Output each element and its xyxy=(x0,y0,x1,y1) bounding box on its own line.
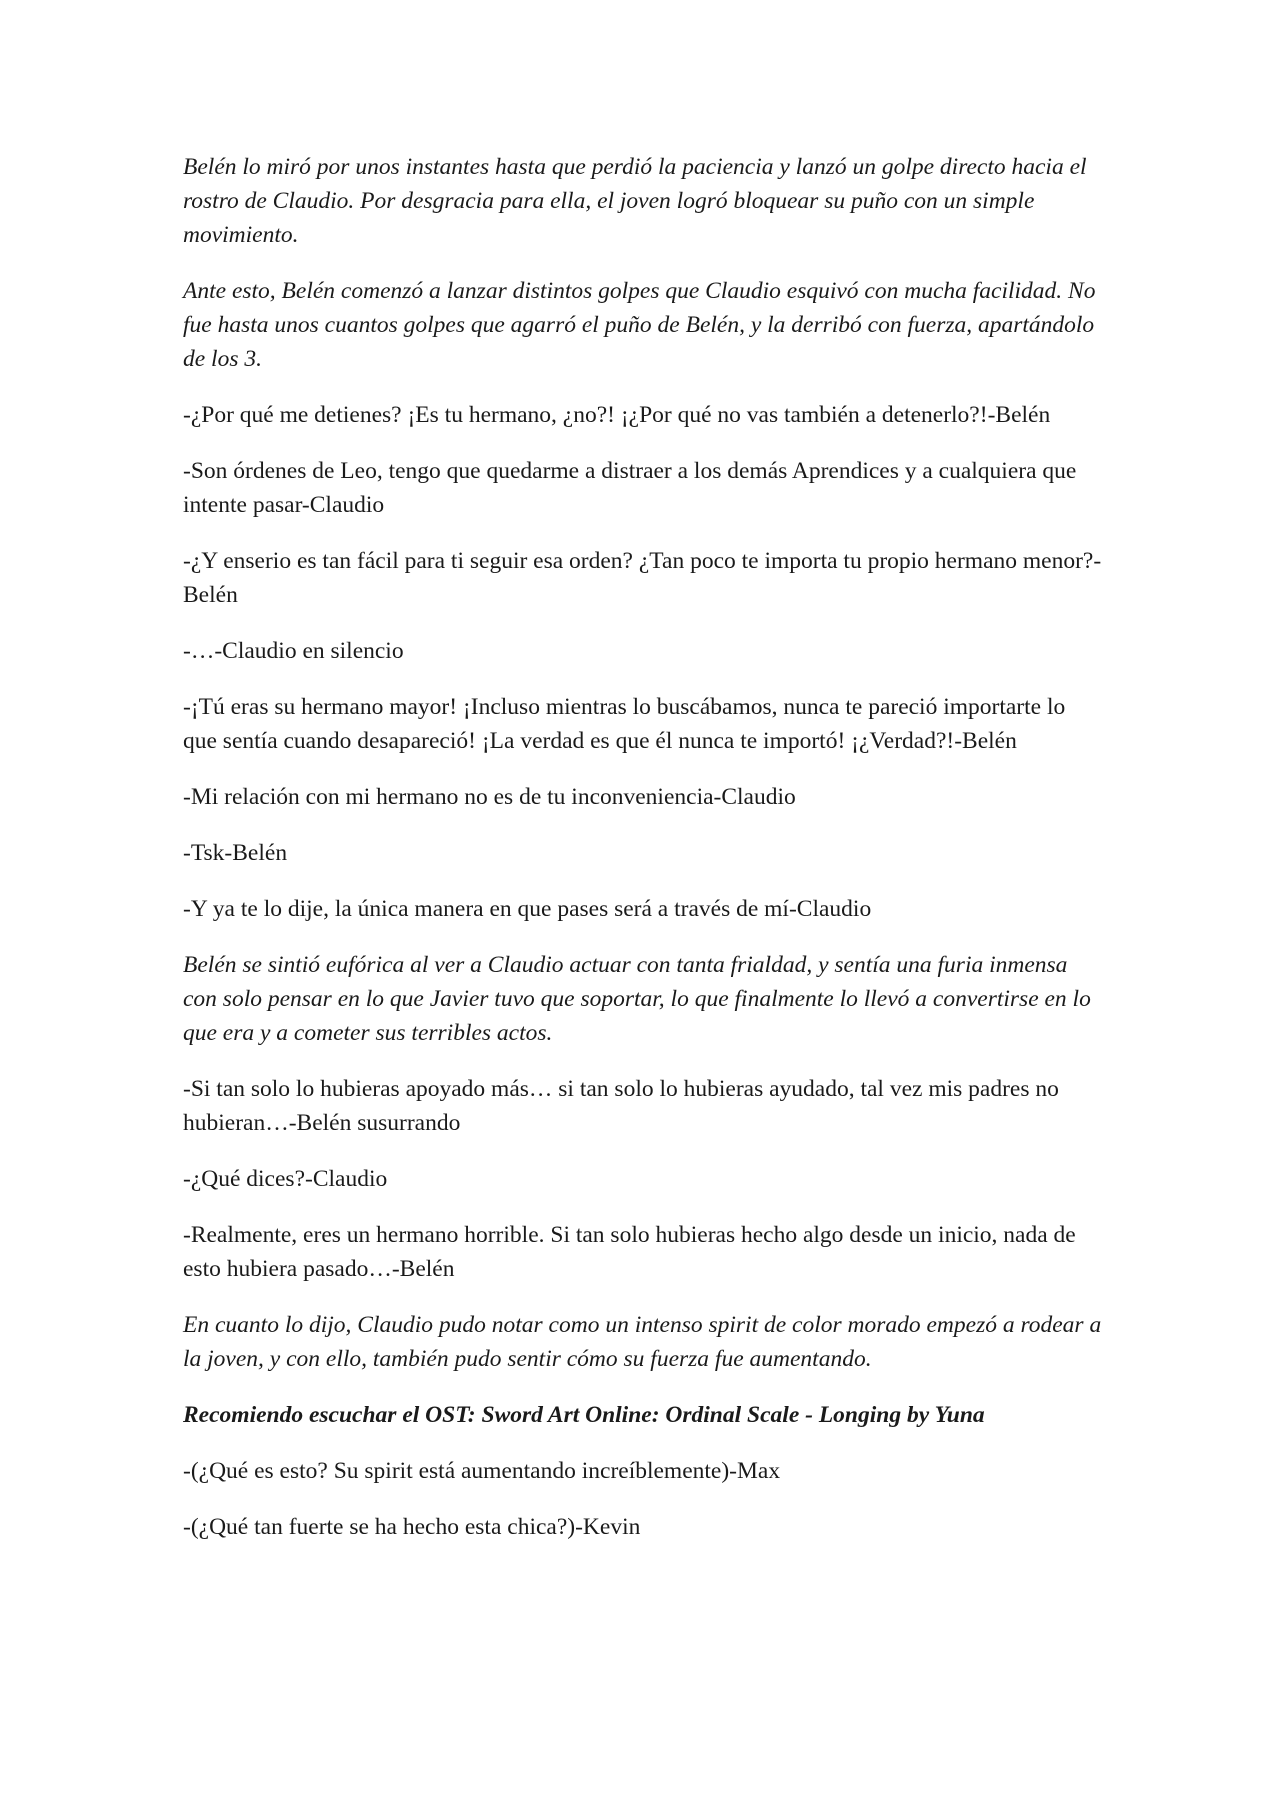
narration-paragraph: En cuanto lo dijo, Claudio pudo notar como un intenso spirit de color morado empezó a rodear a la joven, y con ello, también pudo sentir cómo su fuerza fue aumentando. xyxy=(183,1312,1102,1372)
dialogue-line: -¿Por qué me detienes? ¡Es tu hermano, ¿no?! ¡¿Por qué no vas también a detenerlo?!-Belén xyxy=(183,402,1051,428)
narration-paragraph: Ante esto, Belén comenzó a lanzar distintos golpes que Claudio esquivó con mucha facilidad. No fue hasta unos cuantos golpes que agarró el puño de Belén, y la derribó con fuerza, apartándolo de los 3. xyxy=(183,278,1096,372)
dialogue-line: -(¿Qué tan fuerte se ha hecho esta chica?)-Kevin xyxy=(183,1514,641,1540)
narration-paragraph: Belén se sintió eufórica al ver a Claudio actuar con tanta frialdad, y sentía una furia inmensa con solo pensar en lo que Javier tuvo que soportar, lo que finalmente lo llevó a convertirse en lo que era y a cometer sus terribles actos. xyxy=(183,952,1091,1046)
document-page xyxy=(183,150,1103,1566)
narration-paragraph: Belén lo miró por unos instantes hasta que perdió la paciencia y lanzó un golpe directo hacia el rostro de Claudio. Por desgracia para ella, el joven logró bloquear su puño con un simple movimiento. xyxy=(183,154,1087,248)
dialogue-line: -Si tan solo lo hubieras apoyado más… si tan solo lo hubieras ayudado, tal vez mis padres no hubieran…-Belén susurrando xyxy=(183,1076,1059,1136)
dialogue-line: -…-Claudio en silencio xyxy=(183,638,404,664)
dialogue-line: -Y ya te lo dije, la única manera en que pases será a través de mí-Claudio xyxy=(183,896,872,922)
dialogue-line: -(¿Qué es esto? Su spirit está aumentando increíblemente)-Max xyxy=(183,1458,781,1484)
dialogue-line: -¿Qué dices?-Claudio xyxy=(183,1166,388,1192)
dialogue-line: -¡Tú eras su hermano mayor! ¡Incluso mientras lo buscábamos, nunca te pareció importarte lo que sentía cuando desapareció! ¡La verdad es que él nunca te importó! ¡¿Verdad?!-Belén xyxy=(183,694,1066,754)
dialogue-line: -¿Y enserio es tan fácil para ti seguir esa orden? ¿Tan poco te importa tu propio hermano menor?-Belén xyxy=(183,548,1102,608)
dialogue-line: -Mi relación con mi hermano no es de tu inconveniencia-Claudio xyxy=(183,784,796,810)
dialogue-line: -Realmente, eres un hermano horrible. Si tan solo hubieras hecho algo desde un inicio, nada de esto hubiera pasado…-Belén xyxy=(183,1222,1076,1282)
music-recommendation-note: Recomiendo escuchar el OST: Sword Art Online: Ordinal Scale - Longing by Yuna xyxy=(183,1402,985,1428)
dialogue-line: -Tsk-Belén xyxy=(183,840,288,866)
dialogue-line: -Son órdenes de Leo, tengo que quedarme a distraer a los demás Aprendices y a cualquiera que intente pasar-Claudio xyxy=(183,458,1077,518)
